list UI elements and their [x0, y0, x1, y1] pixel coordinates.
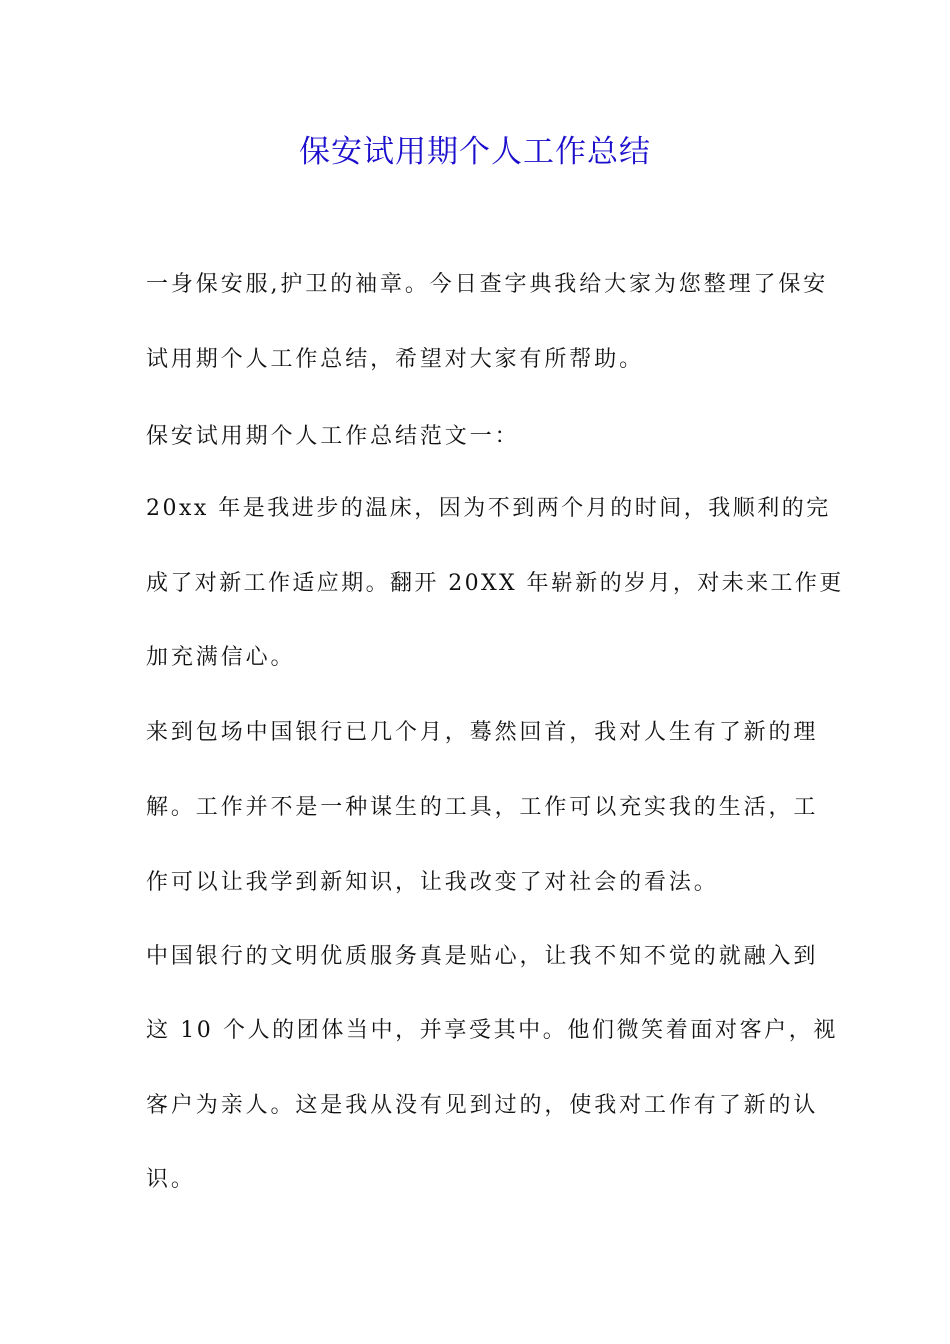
text-line: 这 10 个人的团体当中，并享受其中。他们微笑着面对客户，视	[146, 1018, 838, 1043]
text-line: 试用期个人工作总结，希望对大家有所帮助。	[146, 347, 645, 372]
text-line: 中国银行的文明优质服务真是贴心，让我不知不觉的就融入到	[146, 944, 819, 969]
text-line: 来到包场中国银行已几个月，蓦然回首，我对人生有了新的理	[146, 720, 819, 745]
text-line: 20xx 年是我进步的温床，因为不到两个月的时间，我顺利的完	[146, 496, 831, 521]
text-line: 识。	[146, 1167, 196, 1192]
section-heading: 保安试用期个人工作总结范文一：	[146, 424, 520, 449]
document-title: 保安试用期个人工作总结	[299, 134, 651, 170]
text-line: 客户为亲人。这是我从没有见到过的，使我对工作有了新的认	[146, 1093, 819, 1118]
text-line: 加充满信心。	[146, 645, 296, 670]
text-line: 解。工作并不是一种谋生的工具，工作可以充实我的生活，工	[146, 795, 819, 820]
text-line: 作可以让我学到新知识，让我改变了对社会的看法。	[146, 870, 719, 895]
text-line: 成了对新工作适应期。翻开 20XX 年崭新的岁月，对未来工作更	[146, 571, 844, 596]
text-line: 一身保安服,护卫的袖章。今日查字典我给大家为您整理了保安	[146, 272, 829, 297]
